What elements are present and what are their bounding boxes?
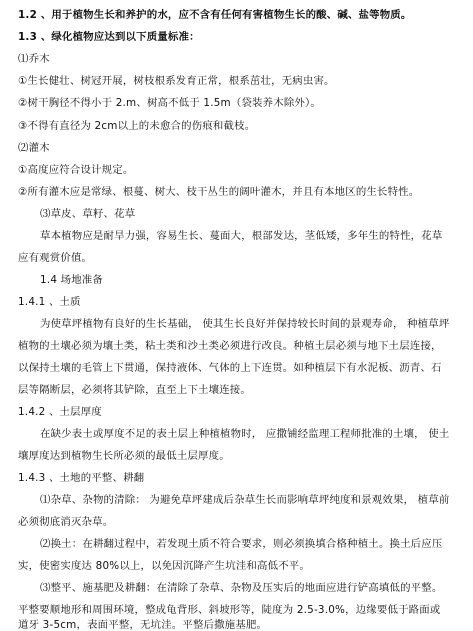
paragraph-line: 平整要顺地形和周围环境，整成龟背形、斜坡形等，陡度为 2.5-3.0%，边缘要低于路面或 xyxy=(18,604,441,616)
paragraph-line: ③不得有直径为 2cm以上的未愈合的伤痕和截枝。 xyxy=(18,120,256,132)
paragraph-line: ①生长健壮、树冠开展，树枝根系发育正常，根系茁壮，无病虫害。 xyxy=(18,75,335,87)
paragraph-line: ⑵换土：在耕翻过程中，若发现土质不符合要求，则必须换填合格种植土。换土后应压 xyxy=(40,538,443,550)
paragraph-line: 草本植物应是耐旱力强，容易生长、蔓面大，根部发达，茎低矮，多年生的特性，花草 xyxy=(40,230,443,242)
paragraph-line: ⑴杂草、杂物的清除： 为避免草坪建成后杂草生长而影响草坪纯度和景观效果， 植草前 xyxy=(40,494,450,506)
section-1-4-2: 1.4.2 、土层厚度 xyxy=(18,406,102,418)
paragraph-line: 应有观赏价值。 xyxy=(18,252,93,264)
section-1-3: 1.3 、绿化植物应达到以下质量标准： xyxy=(18,31,200,43)
paragraph-line: ⑶整平、施基肥及耕翻：在清除了杂草、杂物及压实后的地面应进行铲高填低的平整。 xyxy=(40,582,443,594)
paragraph-line: 道牙 3-5cm，表面平整，无坑洼。平整后撒施基肥。 xyxy=(18,619,268,631)
paragraph-line: 以保持土壤的毛管上下贯通，保持液体、气体的上下连贯。如种植层下有水泥板、沥青、石 xyxy=(18,362,442,374)
paragraph-line: 壤厚度达到植物生长所必须的最低土层厚度。 xyxy=(18,450,230,462)
section-1-4-3: 1.4.3 、土地的平整、耕翻 xyxy=(18,472,145,484)
paragraph-line: 为使草坪植物有良好的生长基础， 使其生长良好并保持较长时间的景观寿命， 种植草坪 xyxy=(40,318,450,330)
subsection-grass: ⑶草皮、草籽、花草 xyxy=(40,208,136,220)
section-1-4: 1.4 场地准备 xyxy=(40,274,103,286)
paragraph-line: 实，使密实度达 80%以上，以免因沉降产生坑洼和高低不平。 xyxy=(18,560,310,572)
section-1-4-1: 1.4.1 、土质 xyxy=(18,296,81,308)
subsection-shrubs: ⑵灌木 xyxy=(18,142,50,154)
paragraph-line: ①高度应符合设计规定。 xyxy=(18,164,134,176)
paragraph-line: 植物的土壤必须为壤土类，粘土类和沙土类必须进行改良。种植土层必须与地下土层连接， xyxy=(18,340,442,352)
paragraph-line: 层等隔断层，必须将其铲除，直至上下土壤连接。 xyxy=(18,384,251,396)
paragraph-line: 必须彻底消灭杂草。 xyxy=(18,516,114,528)
paragraph-line: 在缺少表土或厚度不足的表土层上种植植物时， 应撒铺经监理工程师批准的土壤， 使土 xyxy=(40,428,450,440)
paragraph-line: ②树干胸径不得小于 2.m、树高不低于 1.5m（袋装养木除外）。 xyxy=(18,97,321,109)
subsection-trees: ⑴乔木 xyxy=(18,53,50,65)
section-1-2: 1.2 、用于植物生长和养护的水，应不含有任何有害植物生长的酸、碱、盐等物质。 xyxy=(18,9,412,21)
paragraph-line: ②所有灌木应是常绿、根蔓、树大、枝干丛生的阔叶灌木，并且有本地区的生长特性。 xyxy=(18,186,420,198)
